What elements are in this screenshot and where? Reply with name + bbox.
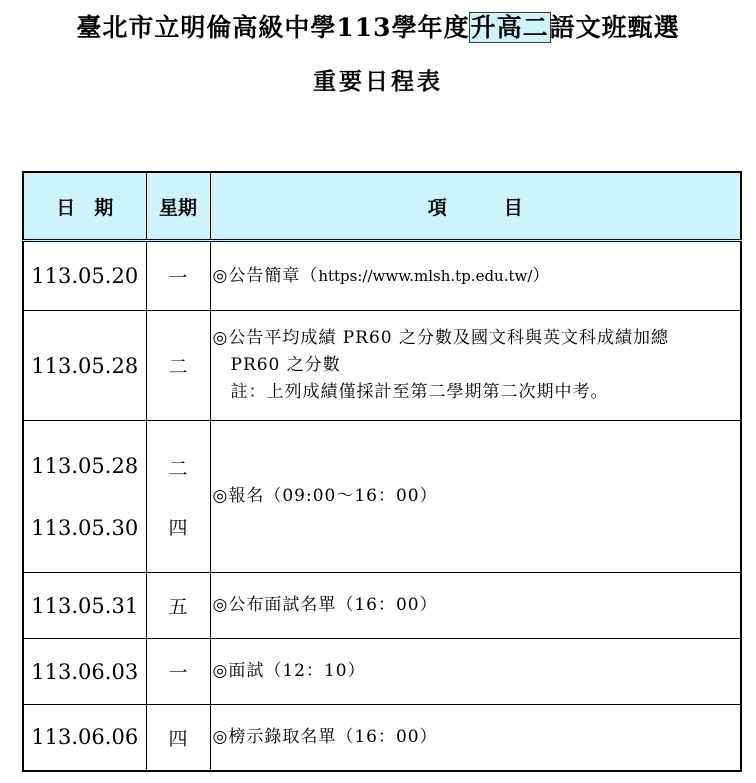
row-weekday: 一 bbox=[146, 639, 210, 705]
row-date: 113.06.06 bbox=[23, 705, 146, 771]
row-weekday: 二 bbox=[146, 311, 210, 421]
row-weekday: 一 bbox=[146, 241, 210, 311]
schedule-table bbox=[22, 171, 742, 772]
header-weekday: 星期 bbox=[146, 172, 210, 241]
weekday-start: 二 bbox=[168, 457, 188, 480]
row-item: ◎報名（09:00～16：00） bbox=[210, 421, 741, 573]
item-text-end: ） bbox=[532, 265, 551, 286]
row-date-range bbox=[23, 421, 146, 573]
item-text: ◎公告簡章（ bbox=[212, 265, 319, 286]
table-header-row bbox=[23, 172, 741, 241]
row-item: ◎面試（12：10） bbox=[210, 639, 741, 705]
website-link[interactable]: https://www.mlsh.tp.edu.tw/ bbox=[318, 266, 533, 285]
table-row bbox=[23, 573, 741, 639]
header-item: 項 目 bbox=[210, 172, 741, 241]
item-note: 註：上列成績僅採計至第二學期第二次期中考。 bbox=[230, 382, 609, 402]
title-suffix: 語文班甄選 bbox=[549, 13, 680, 42]
row-date: 113.05.28 bbox=[23, 311, 146, 421]
table-row bbox=[23, 421, 741, 573]
date-end: 113.05.30 bbox=[31, 515, 139, 540]
row-weekday: 四 bbox=[146, 705, 210, 771]
item-line-1: ◎公告平均成績 PR60 之分數及國文科與英文科成績加總 bbox=[212, 328, 670, 348]
row-date: 113.05.20 bbox=[23, 241, 146, 311]
row-date: 113.06.03 bbox=[23, 639, 146, 705]
row-weekday: 五 bbox=[146, 573, 210, 639]
table-row bbox=[23, 241, 741, 311]
row-item: ◎公布面試名單（16：00） bbox=[210, 573, 741, 639]
title-highlight: 升高二 bbox=[470, 13, 549, 42]
row-date: 113.05.31 bbox=[23, 573, 146, 639]
title-prefix: 臺北市立明倫高級中學113學年度 bbox=[76, 13, 470, 42]
header-date: 日 期 bbox=[23, 172, 146, 241]
weekday-end: 四 bbox=[168, 516, 188, 539]
row-item bbox=[210, 311, 741, 421]
document-title bbox=[0, 8, 756, 48]
document-subtitle: 重要日程表 bbox=[313, 68, 443, 95]
row-item: ◎榜示錄取名單（16：00） bbox=[210, 705, 741, 771]
row-weekday-range bbox=[146, 421, 210, 573]
item-line-2: PR60 之分數 bbox=[230, 355, 341, 375]
table-row bbox=[23, 639, 741, 705]
table-row bbox=[23, 311, 741, 421]
date-start: 113.05.28 bbox=[31, 453, 139, 478]
row-item bbox=[210, 241, 741, 311]
table-row bbox=[23, 705, 741, 771]
